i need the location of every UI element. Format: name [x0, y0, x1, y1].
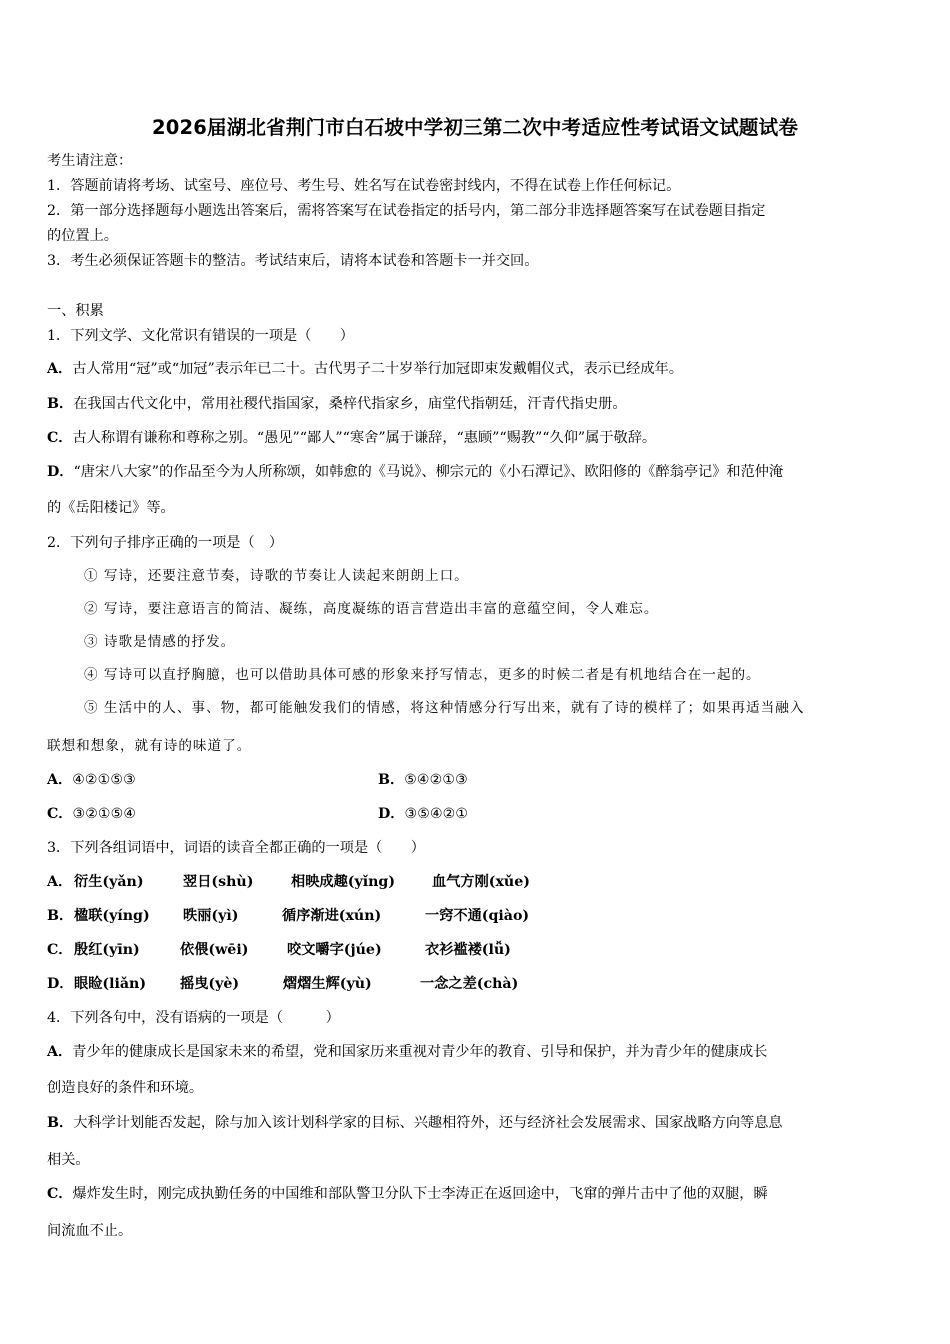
option-text: 在我国古代文化中，常用社稷代指国家，桑梓代指家乡，庙堂代指朝廷，汗青代指史册。	[73, 396, 627, 412]
question-1-option-a	[47, 360, 683, 378]
option-label: B．	[47, 1115, 74, 1131]
option-label: C．	[47, 806, 73, 822]
option-word: 衣衫褴褛(lǚ)	[425, 942, 511, 958]
option-word: 眼睑(liǎn)	[74, 976, 147, 992]
option-word: 楹联(yíng)	[74, 908, 150, 924]
notice-item: 1．答题前请将考场、试室号、座位号、考生号、姓名写在试卷密封线内，不得在试卷上作任何标记。	[47, 178, 681, 194]
option-label: A．	[47, 874, 73, 890]
option-label: C．	[47, 1186, 73, 1202]
option-text: 爆炸发生时，刚完成执勤任务的中国维和部队警卫分队下士李涛正在返回途中，飞窜的弹片击中了他的双腿，瞬	[72, 1186, 768, 1202]
question-1-stem: 1．下列文学、文化常识有错误的一项是（ ）	[47, 328, 354, 344]
sentence-2: ② 写诗，要注意语言的简洁、凝练，高度凝练的语言营造出丰富的意蕴空间，令人难忘。	[84, 601, 659, 617]
question-2-option-c	[47, 805, 136, 823]
question-4-option-a	[47, 1043, 767, 1061]
question-4-option-b	[47, 1114, 783, 1132]
question-3-option-c	[47, 941, 72, 959]
option-label: C．	[47, 430, 73, 446]
option-text: 青少年的健康成长是国家未来的希望，党和国家历来重视对青少年的教育、引导和保护，并为青少年的健康成长	[72, 1044, 768, 1060]
option-word: 循序渐进(xún)	[282, 908, 382, 924]
option-label: A．	[47, 361, 73, 377]
question-2-stem: 2．下列句子排序正确的一项是（ ）	[47, 535, 284, 551]
notice-item: 的位置上。	[47, 228, 118, 244]
option-text: 古人称谓有谦称和尊称之别。“愚见”“鄙人”“寒舍”属于谦辞，“惠顾”“赐教”“久仰”属于敬辞。	[72, 430, 657, 446]
option-word: 摇曳(yè)	[180, 976, 240, 992]
option-label: B．	[378, 772, 405, 788]
option-label: C．	[47, 942, 73, 958]
option-text: ④②①⑤③	[72, 772, 136, 788]
option-word: 熠熠生辉(yù)	[283, 976, 372, 992]
option-word: 血气方刚(xǔe)	[432, 874, 530, 890]
question-3-option-a	[47, 873, 72, 891]
exam-title: 2026届湖北省荆门市白石坡中学初三第二次中考适应性考试语文试题试卷	[151, 116, 799, 139]
option-word: 翌日(shù)	[183, 874, 254, 890]
question-2-option-a	[47, 771, 136, 789]
sentence-1: ① 写诗，还要注意节奏，诗歌的节奏让人读起来朗朗上口。	[84, 568, 469, 584]
question-2-option-d	[378, 805, 468, 823]
notice-item: 2．第一部分选择题每小题选出答案后，需将答案写在试卷指定的括号内，第二部分非选择题答案写在试卷题目指定	[47, 203, 766, 219]
sentence-4: ④ 写诗可以直抒胸臆，也可以借助具体可感的形象来抒写情志，更多的时候二者是有机地结合在一起的。	[84, 667, 761, 683]
option-text: “唐宋八大家”的作品至今为人所称颂，如韩愈的《马说》、柳宗元的《小石潭记》、欧阳修的《醉翁亭记》和范仲淹	[73, 464, 784, 480]
option-text: ③②①⑤④	[72, 806, 137, 822]
option-word: 一念之差(chà)	[420, 976, 519, 992]
notice-item: 3．考生必须保证答题卡的整洁。考试结束后，请将本试卷和答题卡一并交回。	[47, 253, 539, 269]
question-4-option-a-cont: 创造良好的条件和环境。	[47, 1080, 204, 1096]
option-text: ③⑤④②①	[404, 806, 469, 822]
option-label: D．	[47, 464, 74, 480]
section-heading: 一、积累	[47, 303, 104, 319]
option-word: 依偎(wēi)	[180, 942, 249, 958]
option-word: 相映成趣(yǐng)	[291, 874, 396, 890]
notice-heading: 考生请注意：	[47, 153, 133, 169]
question-3-option-d	[47, 975, 74, 993]
option-text: 大科学计划能否发起，除与加入该计划科学家的目标、兴趣相符外，还与经济社会发展需求、国家战略方向等息息	[73, 1115, 783, 1131]
option-word: 咬文嚼字(júe)	[287, 942, 382, 958]
question-3-option-b	[47, 907, 73, 925]
question-4-option-c	[47, 1185, 768, 1203]
question-3-stem: 3．下列各组词语中，词语的读音全都正确的一项是（ ）	[47, 840, 425, 856]
option-word: 昳丽(yì)	[183, 908, 239, 924]
option-label: A．	[47, 772, 73, 788]
question-4-option-b-cont: 相关。	[47, 1152, 90, 1168]
option-word: 一窍不通(qiào)	[425, 908, 530, 924]
option-label: B．	[47, 908, 74, 924]
option-label: A．	[47, 1044, 73, 1060]
question-1-option-d	[47, 463, 783, 481]
option-label: B．	[47, 396, 74, 412]
sentence-5-cont: 联想和想象，就有诗的味道了。	[47, 738, 252, 754]
sentence-3: ③ 诗歌是情感的抒发。	[84, 634, 236, 650]
question-4-stem: 4．下列各句中，没有语病的一项是（ ）	[47, 1010, 340, 1026]
question-1-option-c	[47, 429, 656, 447]
sentence-5: ⑤ 生活中的人、事、物，都可能触发我们的情感，将这种情感分行写出来，就有了诗的模样了；如果再适当融入	[84, 700, 805, 716]
question-1-option-b	[47, 395, 627, 413]
option-text: 古人常用“冠”或“加冠”表示年已二十。古代男子二十岁举行加冠即束发戴帽仪式，表示已经成年。	[72, 361, 683, 377]
option-label: D．	[378, 806, 405, 822]
option-word: 殷红(yīn)	[74, 942, 140, 958]
question-1-option-d-cont: 的《岳阳楼记》等。	[47, 500, 175, 516]
question-2-option-b	[378, 771, 468, 789]
option-label: D．	[47, 976, 74, 992]
option-text: ⑤④②①③	[404, 772, 468, 788]
option-word: 衍生(yǎn)	[74, 874, 144, 890]
question-4-option-c-cont: 间流血不止。	[47, 1223, 133, 1239]
